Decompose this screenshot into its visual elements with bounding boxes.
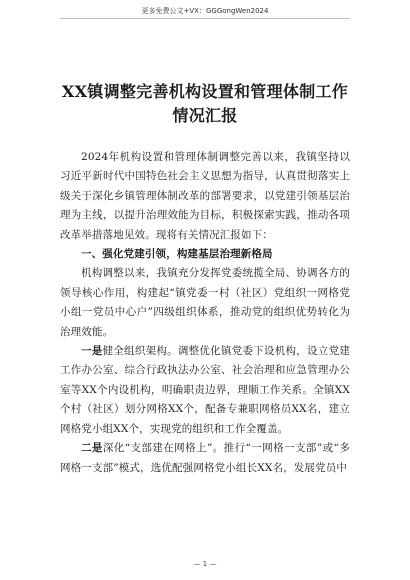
document-body — [60, 148, 350, 478]
page-number: — 1 — — [193, 560, 217, 568]
intro-paragraph: 2024年机构设置和管理体制调整完善以来，我镇坚持以习近平新时代中国特色社会主义思想为指导，认真贯彻落实上级关于深化乡镇管理体制改革的部署要求，以党建引领基层治理为主线，以提升治理效能为目标，积极探索实践，推动各项改革举措落地见效。现将有关情况汇报如下： — [60, 151, 350, 241]
section-heading: 一、强化党建引领，构建基层治理新格局 — [81, 248, 273, 261]
paragraph-text: 深化“支部建在网格上”。推行“一网格一支部”或“多网格一支部”模式，选优配强网格党小组长XX名，发展党员中 — [60, 442, 350, 474]
header-note: 更多免费公文+VX：GGGongWen2024 — [141, 7, 269, 15]
document-title — [60, 80, 350, 128]
title-line-1: XX镇调整完善机构设置和管理体制工作 — [61, 82, 349, 101]
paragraph-text: 健全组织架构。调整优化镇党委下设机构，设立党建工作办公室、综合行政执法办公室、社会治理和应急管理办公室等XX个内设机构，明确职责边界，理顺工作关系。全镇XX个村（社区）划分网格XX个，配备专兼职网格员XX名，建立网格党小组XX个，实现党的组织和工作全覆盖。 — [60, 345, 350, 435]
header-divider — [60, 18, 350, 19]
paragraph-lead: 一是 — [81, 345, 103, 358]
section-paragraph — [60, 342, 350, 439]
paragraph-lead: 二是 — [81, 442, 103, 455]
section-paragraph — [60, 439, 350, 478]
section-paragraph: 机构调整以来，我镇充分发挥党委统揽全局、协调各方的领导核心作用，构建起“镇党委一村（社区）党组织一网格党小组一党员中心户”四级组织体系，推动党的组织优势转化为治理效能。 — [60, 267, 350, 338]
title-line-2: 情况汇报 — [172, 106, 238, 125]
